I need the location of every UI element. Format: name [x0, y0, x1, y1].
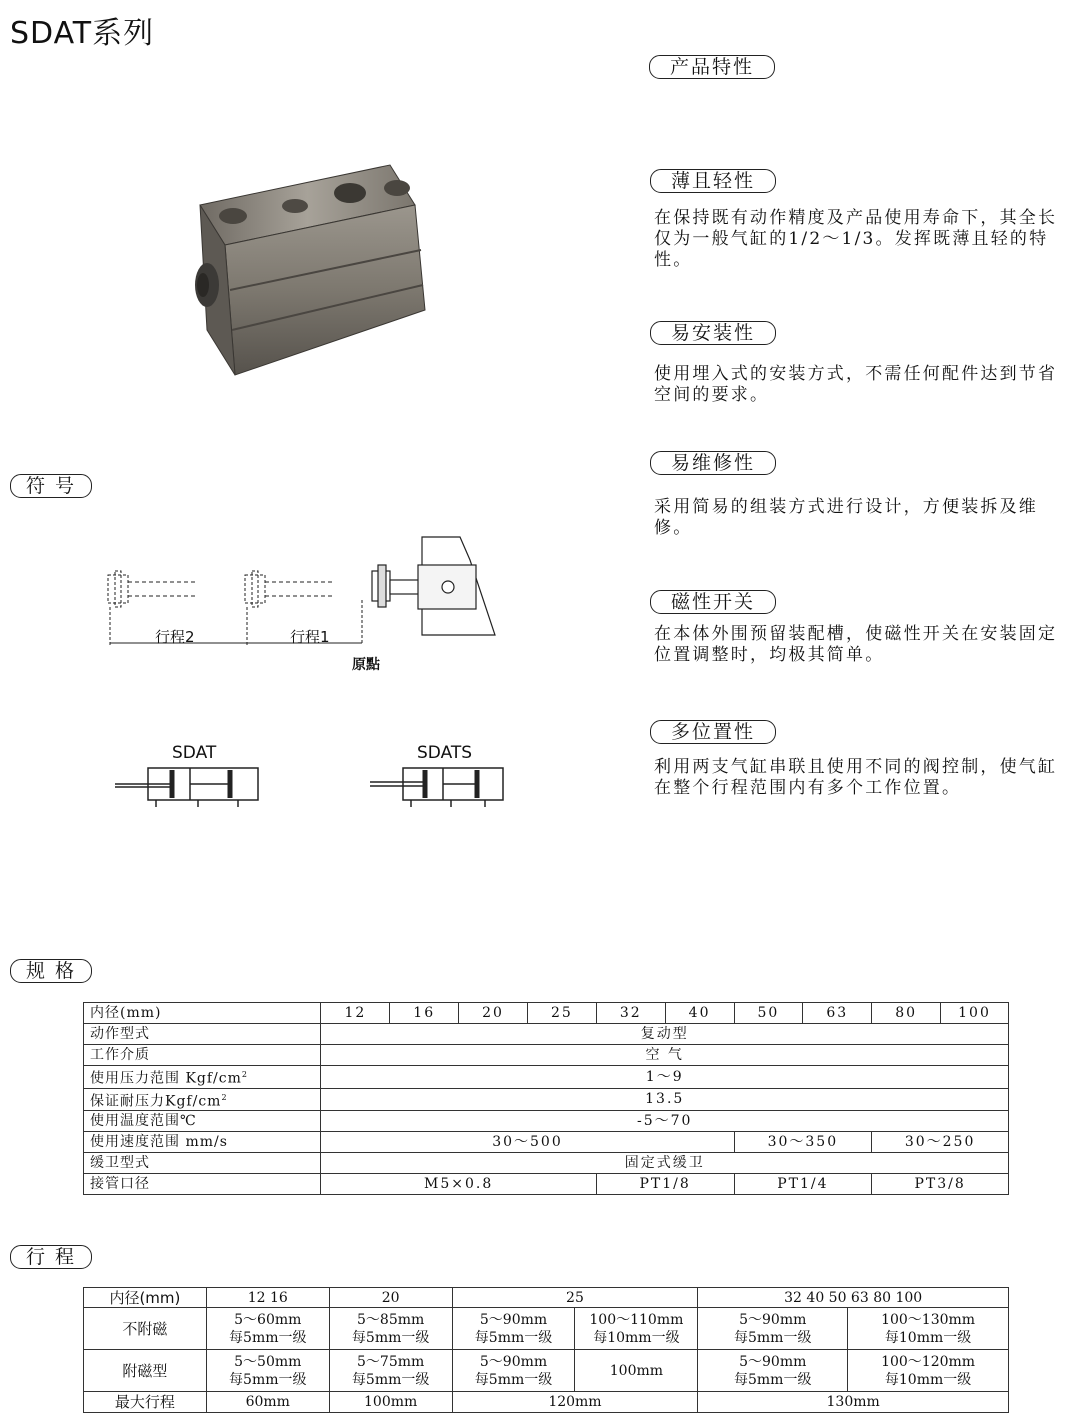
symbol-header: 符 号	[10, 474, 92, 498]
spec-row-speed: 使用速度范围 mm/s 30～500 30～350 30～250	[84, 1132, 1009, 1153]
spec-row-proof: 保证耐压力Kgf/$cm^2$ 13.5	[84, 1088, 1009, 1111]
feature-title-multiposition: 多位置性	[650, 720, 776, 744]
feature-text-repair: 采用简易的组装方式进行设计，方便装拆及维修。	[654, 497, 1038, 538]
feature-title-thin: 薄且轻性	[650, 169, 776, 193]
stroke-row-mag: 附磁型 5～50mm 每5mm一级 5～75mm 每5mm一级 5～90mm 每5mm一级 100mm 5～90mm 每5mm一级 100～120mm 每10mm一级	[84, 1350, 1009, 1392]
stroke1-label: 行程1	[290, 628, 330, 646]
spec-row-bore: 内径(mm) 12 16 20 25 32 40 50 63 80 100	[84, 1003, 1009, 1024]
stroke2-label: 行程2	[155, 628, 195, 646]
features-header: 产品特性	[649, 55, 775, 79]
feature-title-repair: 易维修性	[650, 451, 776, 475]
feature-title-install: 易安装性	[650, 321, 776, 345]
cylinder-photo	[185, 160, 445, 380]
spec-row-temp: 使用温度范围℃ -5～70	[84, 1111, 1009, 1132]
stroke-row-nonmag: 不附磁 5～60mm 每5mm一级 5～85mm 每5mm一级 5～90mm 每5mm一级 100～110mm 每10mm一级 5～90mm 每5mm一级 100～130mm 每10mm一级	[84, 1308, 1009, 1350]
page-title: SDAT系列	[10, 16, 155, 51]
stroke-table	[83, 1287, 1009, 1413]
spec-row-action: 动作型式 复动型	[84, 1024, 1009, 1045]
spec-row-cushion: 缓卫型式 固定式缓卫	[84, 1153, 1009, 1174]
spec-table	[83, 1002, 1009, 1195]
sdats-symbol	[365, 762, 515, 807]
sdats-label: SDATS	[417, 743, 473, 763]
spec-header: 规 格	[10, 959, 92, 983]
feature-text-magnetic: 在本体外围预留装配槽，使磁性开关在安装固定位置调整时，均极其简单。	[654, 624, 1058, 665]
feature-text-multiposition: 利用两支气缸串联且使用不同的阀控制，使气缸在整个行程范围内有多个工作位置。	[654, 757, 1058, 798]
stroke-row-max: 最大行程 60mm 100mm 120mm 130mm	[84, 1392, 1009, 1413]
spec-row-pressure: 使用压力范围 Kgf/$cm^2$ 1～9	[84, 1066, 1009, 1089]
spec-row-port: 接管口径 M5×0.8 PT1/8 PT1/4 PT3/8	[84, 1174, 1009, 1195]
stroke-row-bore: 内径(mm) 12 16 20 25 32 40 50 63 80 100	[84, 1288, 1009, 1308]
feature-title-magnetic: 磁性开关	[650, 590, 776, 614]
sdat-label: SDAT	[172, 743, 217, 763]
feature-text-install: 使用埋入式的安装方式，不需任何配件达到节省空间的要求。	[654, 364, 1058, 405]
spec-row-medium: 工作介质 空 气	[84, 1045, 1009, 1066]
stroke-header: 行 程	[10, 1245, 92, 1269]
sdat-symbol	[110, 762, 270, 807]
origin-label: 原點	[352, 657, 380, 673]
feature-text-thin: 在保持既有动作精度及产品使用寿命下，其全长仅为一般气缸的1/2～1/3。发挥既薄且轻的特性。	[654, 208, 1058, 270]
